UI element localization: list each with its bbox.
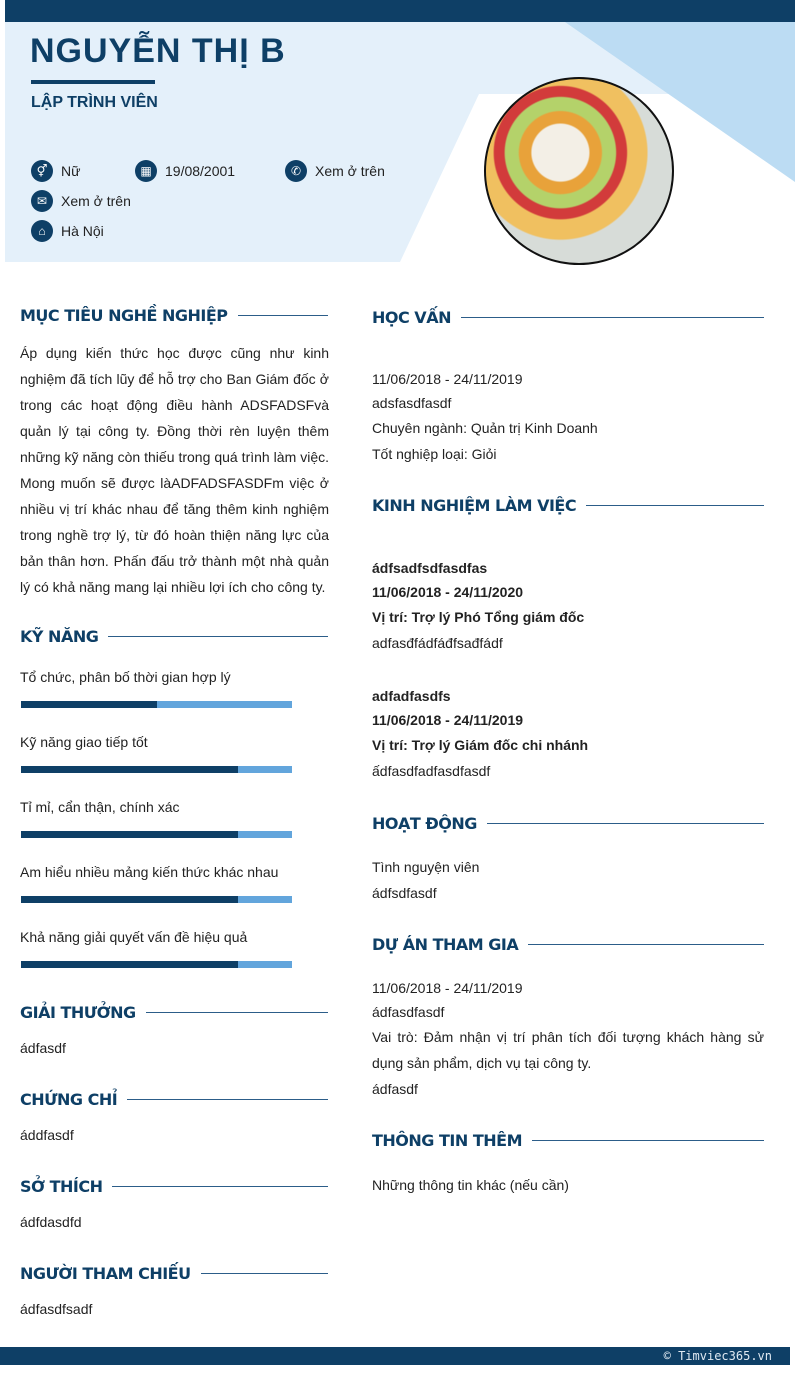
phone-icon: ✆ [285, 160, 307, 182]
more-info-text: Những thông tin khác (nếu cần) [372, 1177, 569, 1193]
education-major: Chuyên ngành: Quản trị Kinh Doanh [372, 420, 598, 436]
section-more-info [372, 1131, 764, 1150]
section-title: SỞ THÍCH [20, 1177, 103, 1196]
project-role: Vai trò: Đảm nhận vị trí phân tích đối tượng khách hàng sử dụng sản phẩm, dịch vụ tại công ty. [372, 1029, 764, 1071]
experience-desc: adfasđfádfáđfsađfádf [372, 635, 503, 651]
certificates-text: áddfasdf [20, 1127, 74, 1143]
skill-level-bar [21, 766, 292, 773]
skill-level-fill [21, 961, 238, 968]
candidate-name: NGUYỄN THỊ B [30, 32, 286, 70]
skill-label: Kỹ năng giao tiếp tốt [20, 734, 148, 750]
gender-value: Nữ [61, 163, 81, 179]
skill-level-bar [21, 961, 292, 968]
home-icon: ⌂ [31, 220, 53, 242]
gender-info [31, 160, 80, 182]
section-objective [20, 306, 328, 325]
section-title: HOẠT ĐỘNG [372, 814, 477, 833]
footer: © Timviec365.vn [0, 1347, 790, 1365]
experience-company: adfadfasdfs [372, 688, 451, 704]
section-title: THÔNG TIN THÊM [372, 1131, 522, 1150]
experience-desc: ấdfasdfadfasdfasdf [372, 763, 491, 779]
name-underline [31, 80, 155, 84]
birthday-info [135, 160, 235, 182]
section-title: CHỨNG CHỈ [20, 1090, 118, 1109]
project-date: 11/06/2018 - 24/11/2019 [372, 980, 523, 996]
gender-icon: ⚥ [31, 160, 53, 182]
hobbies-text: ádfdasdfd [20, 1214, 82, 1230]
skill-label: Tổ chức, phân bố thời gian hợp lý [20, 669, 231, 685]
section-title: HỌC VẤN [372, 308, 451, 327]
skill-level-bar [21, 896, 292, 903]
education-school: adsfasdfasdf [372, 395, 452, 411]
skill-label: Khả năng giải quyết vấn đề hiệu quả [20, 929, 248, 945]
section-references [20, 1264, 328, 1283]
section-awards [20, 1003, 328, 1022]
address-value: Hà Nội [61, 223, 104, 239]
section-skills [20, 627, 328, 646]
email-value: Xem ở trên [61, 193, 131, 209]
project-desc: ádfasdf [372, 1081, 418, 1097]
section-title: KỸ NĂNG [20, 627, 99, 646]
avatar [484, 77, 674, 265]
experience-position: Vị trí: Trợ lý Giám đốc chi nhánh [372, 737, 589, 753]
skill-level-fill [21, 701, 157, 708]
address-info [31, 220, 104, 242]
education-grade: Tốt nghiệp loại: Giỏi [372, 446, 497, 462]
candidate-role: LẬP TRÌNH VIÊN [31, 94, 158, 111]
objective-text: Áp dụng kiến thức học được cũng như kinh nghiệm đã tích lũy để hỗ trợ cho Ban Giám đốc ở trong các hoạt động điều hành ADSFADSFvà quản lý tại công ty. Đồng thời rèn luyện thêm những kỹ năng còn thiếu trong quá trình làm việc. Mong muốn sẽ được làADFADSFASDFm việc ở nhiều vị trí khác nhau để tăng thêm kinh nghiệm trong nghề trợ lý, từ đó hoàn thiện năng lực của bản thân hơn. Phấn đấu trở thành một nhà quản lý có khả năng mang lại nhiều lợi ích cho công ty. [20, 345, 329, 595]
skill-level-bar [21, 831, 292, 838]
experience-company: ádfsadfsdfasdfas [372, 560, 488, 576]
phone-info [285, 160, 385, 182]
calendar-icon: ▦ [135, 160, 157, 182]
section-certificates [20, 1090, 328, 1109]
email-icon: ✉ [31, 190, 53, 212]
education-date: 11/06/2018 - 24/11/2019 [372, 371, 523, 387]
section-projects [372, 935, 764, 954]
activity-role: Tình nguyện viên [372, 859, 480, 875]
birthday-value: 19/08/2001 [165, 163, 236, 179]
skill-level-fill [21, 766, 238, 773]
top-bar [5, 0, 795, 22]
project-name: ádfasdfasdf [372, 1004, 445, 1020]
section-title: MỤC TIÊU NGHỀ NGHIỆP [20, 306, 228, 325]
section-hobbies [20, 1177, 328, 1196]
section-title: GIẢI THƯỞNG [20, 1003, 136, 1022]
section-title: KINH NGHIỆM LÀM VIỆC [372, 496, 577, 515]
awards-text: ádfasdf [20, 1040, 66, 1056]
skill-label: Tỉ mỉ, cẩn thận, chính xác [20, 799, 180, 815]
section-activities [372, 814, 764, 833]
skill-level-fill [21, 896, 238, 903]
references-text: ádfasdfsadf [20, 1301, 93, 1317]
section-experience [372, 496, 764, 515]
section-title: DỰ ÁN THAM GIA [372, 935, 519, 954]
email-info [31, 190, 131, 212]
section-title: NGƯỜI THAM CHIẾU [20, 1264, 191, 1283]
experience-date: 11/06/2018 - 24/11/2020 [372, 584, 524, 600]
skill-level-bar [21, 701, 292, 708]
skill-label: Am hiểu nhiều mảng kiến thức khác nhau [20, 864, 279, 880]
section-education [372, 308, 764, 327]
experience-date: 11/06/2018 - 24/11/2019 [372, 712, 524, 728]
activity-desc: ádfsdfasdf [372, 885, 437, 901]
experience-position: Vị trí: Trợ lý Phó Tổng giám đốc [372, 609, 585, 625]
skill-level-fill [21, 831, 238, 838]
phone-value: Xem ở trên [315, 163, 385, 179]
